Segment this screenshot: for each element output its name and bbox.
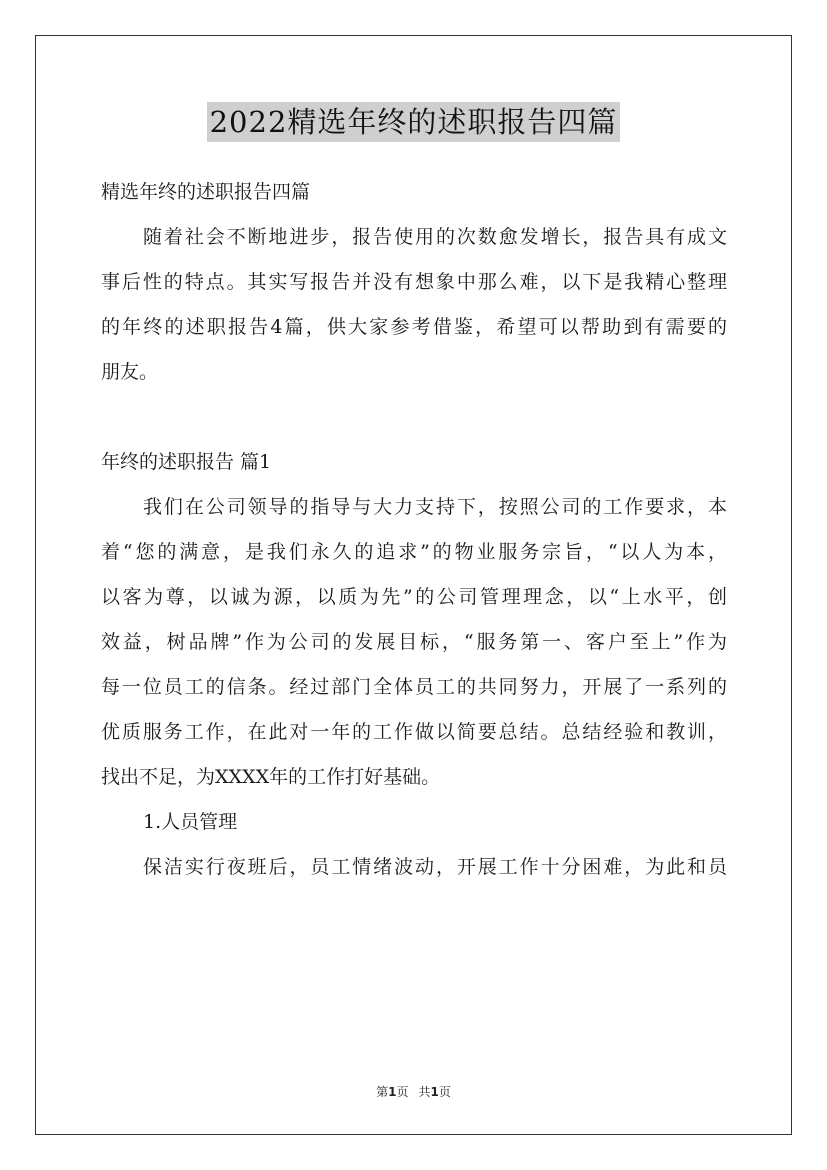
section-line: 着“您的满意，是我们永久的追求”的物业服务宗旨，“以人为本， bbox=[101, 541, 727, 563]
section-heading: 年终的述职报告 篇1 bbox=[101, 451, 272, 473]
item-heading: 1.人员管理 bbox=[143, 811, 238, 833]
intro-line: 事后性的特点。其实写报告并没有想象中那么难，以下是我精心整理 bbox=[101, 271, 727, 293]
section-line: 以客为尊，以诚为源，以质为先”的公司管理理念，以“上水平，创 bbox=[101, 586, 727, 608]
blank-line bbox=[101, 395, 727, 440]
page-total: 1 bbox=[430, 1085, 439, 1099]
section-line: 每一位员工的信条。经过部门全体员工的共同努力，开展了一系列的 bbox=[101, 676, 727, 698]
total-prefix: 共 bbox=[418, 1085, 431, 1099]
intro-line: 朋友。 bbox=[101, 361, 159, 383]
document-body bbox=[101, 170, 727, 890]
section-line: 效益，树品牌”作为公司的发展目标，“服务第一、客户至上”作为 bbox=[101, 631, 727, 653]
intro-line: 的年终的述职报告4篇，供大家参考借鉴，希望可以帮助到有需要的 bbox=[101, 316, 727, 338]
page-current: 1 bbox=[388, 1085, 397, 1099]
intro-line: 随着社会不断地进步，报告使用的次数愈发增长，报告具有成文 bbox=[143, 226, 727, 248]
page-prefix: 第 bbox=[376, 1085, 389, 1099]
item-line: 保洁实行夜班后，员工情绪波动，开展工作十分困难，为此和员 bbox=[143, 856, 727, 878]
subtitle: 精选年终的述职报告四篇 bbox=[101, 181, 311, 203]
total-unit: 页 bbox=[438, 1085, 451, 1099]
page-footer bbox=[0, 1083, 827, 1100]
page-unit: 页 bbox=[396, 1085, 409, 1099]
document-title: 2022精选年终的述职报告四篇 bbox=[207, 102, 621, 142]
section-line: 找出不足，为XXXX年的工作打好基础。 bbox=[101, 766, 441, 788]
section-line: 优质服务工作，在此对一年的工作做以简要总结。总结经验和教训， bbox=[101, 721, 727, 743]
title-container bbox=[0, 102, 827, 142]
section-line: 我们在公司领导的指导与大力支持下，按照公司的工作要求，本 bbox=[143, 496, 727, 518]
